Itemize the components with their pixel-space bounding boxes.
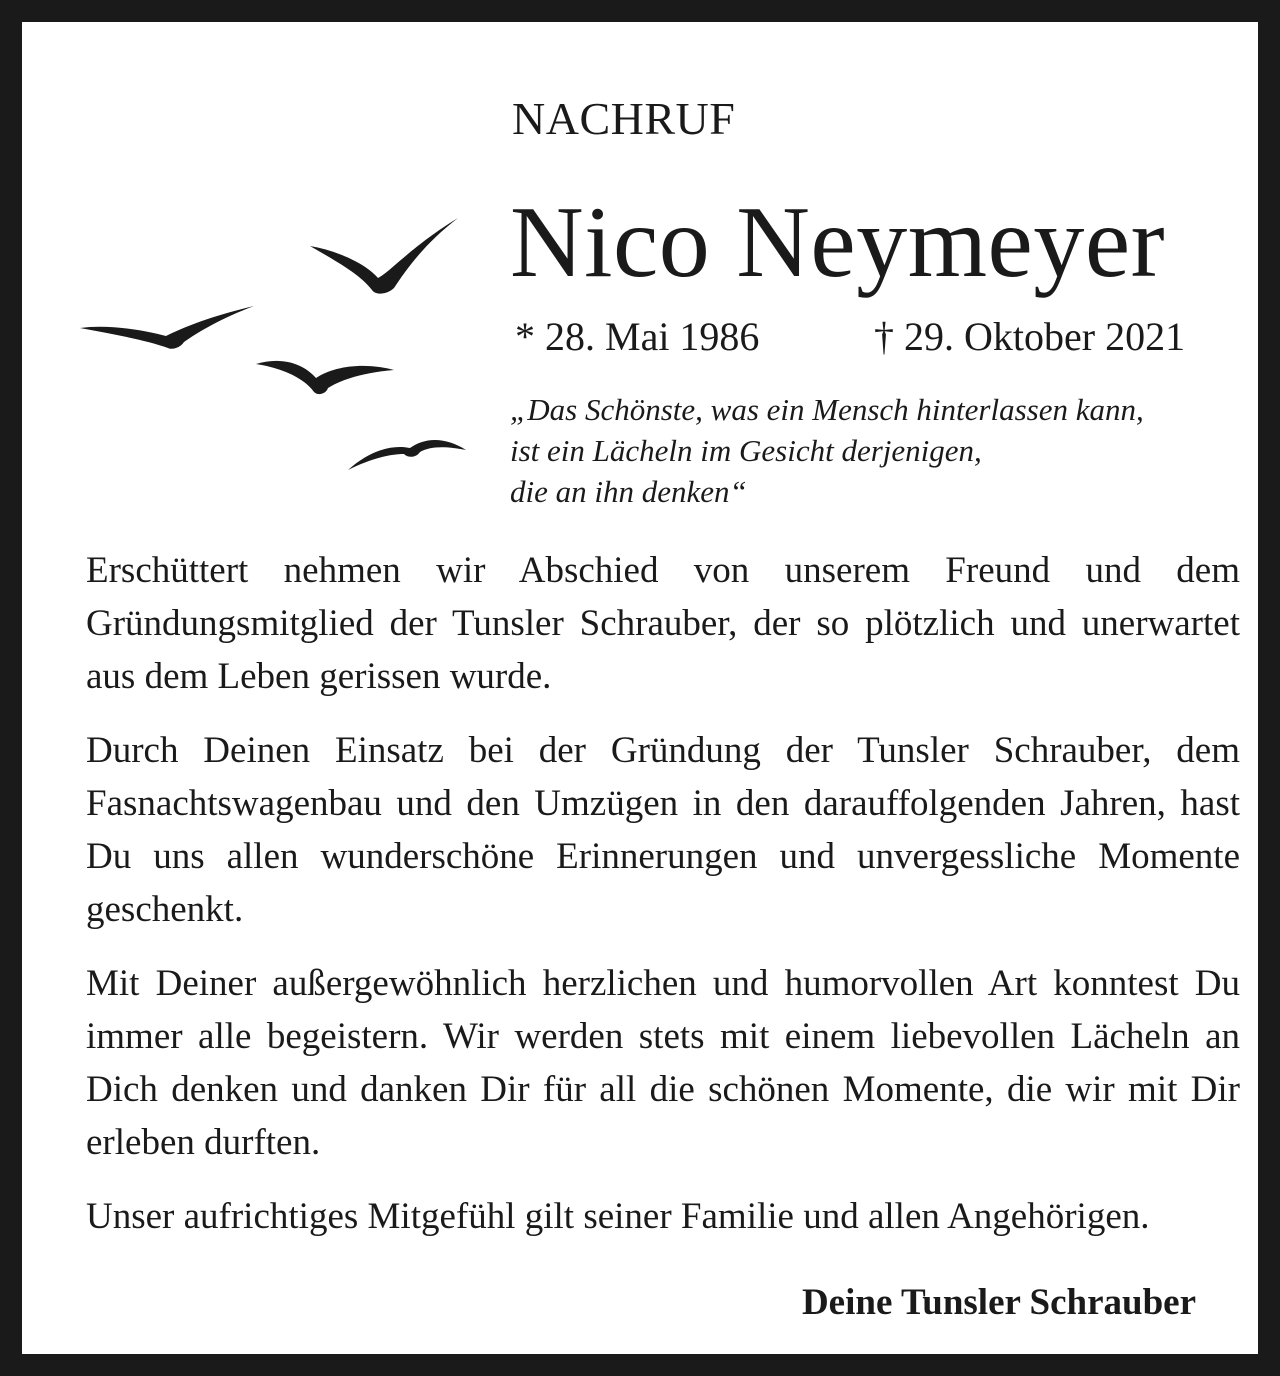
deceased-name: Nico Neymeyer	[510, 186, 1166, 299]
memorial-quote	[510, 389, 1230, 512]
death-date: † 29. Oktober 2021	[874, 314, 1186, 359]
quote-line: „Das Schönste, was ein Mensch hinterlassen kann,	[510, 392, 1144, 427]
quote-line: die an ihn denken“	[510, 474, 747, 509]
notice-overline: NACHRUF	[512, 93, 736, 144]
obituary-body	[86, 544, 1240, 1264]
body-paragraph: Durch Deinen Einsatz bei der Gründung der Tunsler Schrauber, dem Fasnachtswagenbau und den Umzügen in den darauffolgenden Jahren, hast Du uns allen wunderschöne Erinnerungen und unvergessliche Momente geschenkt.	[86, 730, 1240, 930]
signature: Deine Tunsler Schrauber	[801, 1282, 1196, 1323]
body-paragraph: Erschüttert nehmen wir Abschied von unserem Freund und dem Gründungsmitglied der Tunsler Schrauber, der so plötzlich und unerwartet aus dem Leben gerissen wurde.	[86, 550, 1240, 697]
flying-birds-icon	[72, 202, 482, 482]
birth-date: * 28. Mai 1986	[515, 314, 760, 359]
body-paragraph: Mit Deiner außergewöhnlich herzlichen und humorvollen Art konntest Du immer alle begeistern. Wir werden stets mit einem liebevollen Lächeln an Dich denken und danken Dir für all die schönen Momente, die wir mit Dir erleben durften.	[86, 963, 1240, 1163]
body-paragraph: Unser aufrichtiges Mitgefühl gilt seiner Familie und allen Angehörigen.	[86, 1196, 1150, 1237]
quote-line: ist ein Lächeln im Gesicht derjenigen,	[510, 433, 982, 468]
